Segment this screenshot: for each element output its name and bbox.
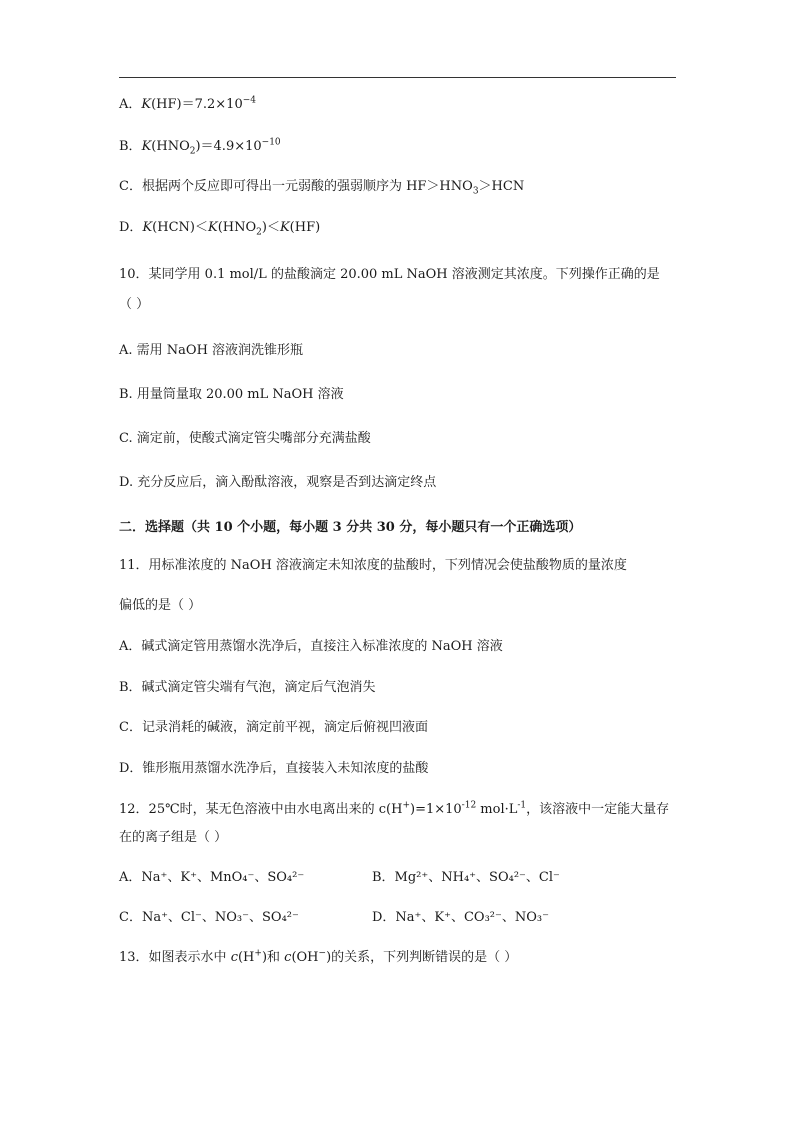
q9-option-c: C．根据两个反应即可得出一元弱酸的强弱顺序为 $HF>HNO_3>HCN$: [119, 179, 525, 197]
q12-option-c: C．Na⁺、Cl⁻、NO₃⁻、SO₄²⁻: [119, 910, 299, 925]
q11-option-b: B．碱式滴定管尖端有气泡，滴定后气泡消失: [119, 680, 376, 695]
q13-stem: 13．如图表示水中 c(H+)和 c(OH−)的关系，下列判断错误的是（ ）: [119, 948, 518, 965]
q9-option-a: A．$K(HF)=7.2\times 10^{-4}$: [119, 95, 257, 112]
q10-stem: 10．某同学用 0.1 mol/L 的盐酸滴定 20.00 mL NaOH 溶液测定其浓度。下列操作正确的是: [119, 267, 660, 282]
q9-option-d: D．$K(HCN)<K(HNO_2)<K(HF)$: [119, 220, 321, 238]
q10-option-d: D. 充分反应后，滴入酚酞溶液，观察是否到达滴定终点: [119, 475, 437, 490]
q12-stem-line2: 在的离子组是（ ）: [119, 830, 228, 845]
q12-option-a: A．Na⁺、K⁺、MnO₄⁻、SO₄²⁻: [119, 870, 305, 885]
q10-answer-paren: （ ）: [119, 297, 150, 312]
q12-option-d: D．Na⁺、K⁺、CO₃²⁻、NO₃⁻: [372, 910, 549, 925]
q12-option-b: B．Mg²⁺、NH₄⁺、SO₄²⁻、Cl⁻: [372, 870, 560, 885]
q9-option-b: B．$K(HNO_2)=4.9\times 10^{-10}$: [119, 137, 281, 157]
q11-option-a: A．碱式滴定管用蒸馏水洗净后，直接注入标准浓度的 NaOH 溶液: [119, 639, 503, 654]
q10-option-a: A. 需用 NaOH 溶液润洗锥形瓶: [119, 343, 304, 358]
q12-stem-line1: 12．25℃时，某无色溶液中由水电离出来的 $c(H^+)=1\times 10^{-12}$ $mol\cdot L^{-1}$，该溶液中一定能大量存: [119, 800, 670, 817]
q10-option-c: C. 滴定前，使酸式滴定管尖嘴部分充满盐酸: [119, 431, 371, 446]
header-rule: [119, 77, 676, 78]
section-heading: 二．选择题（共 10 个小题，每小题 3 分共 30 分，每小题只有一个正确选项）: [119, 520, 582, 535]
q11-stem-line2: 偏低的是（ ）: [119, 598, 202, 613]
q11-option-d: D．锥形瓶用蒸馏水洗净后，直接装入未知浓度的盐酸: [119, 761, 429, 776]
q10-option-b: B. 用量筒量取 20.00 mL NaOH 溶液: [119, 387, 344, 402]
q11-stem-line1: 11．用标准浓度的 NaOH 溶液滴定未知浓度的盐酸时，下列情况会使盐酸物质的量浓度: [119, 558, 627, 573]
q11-option-c: C．记录消耗的碱液，滴定前平视，滴定后俯视凹液面: [119, 720, 428, 735]
